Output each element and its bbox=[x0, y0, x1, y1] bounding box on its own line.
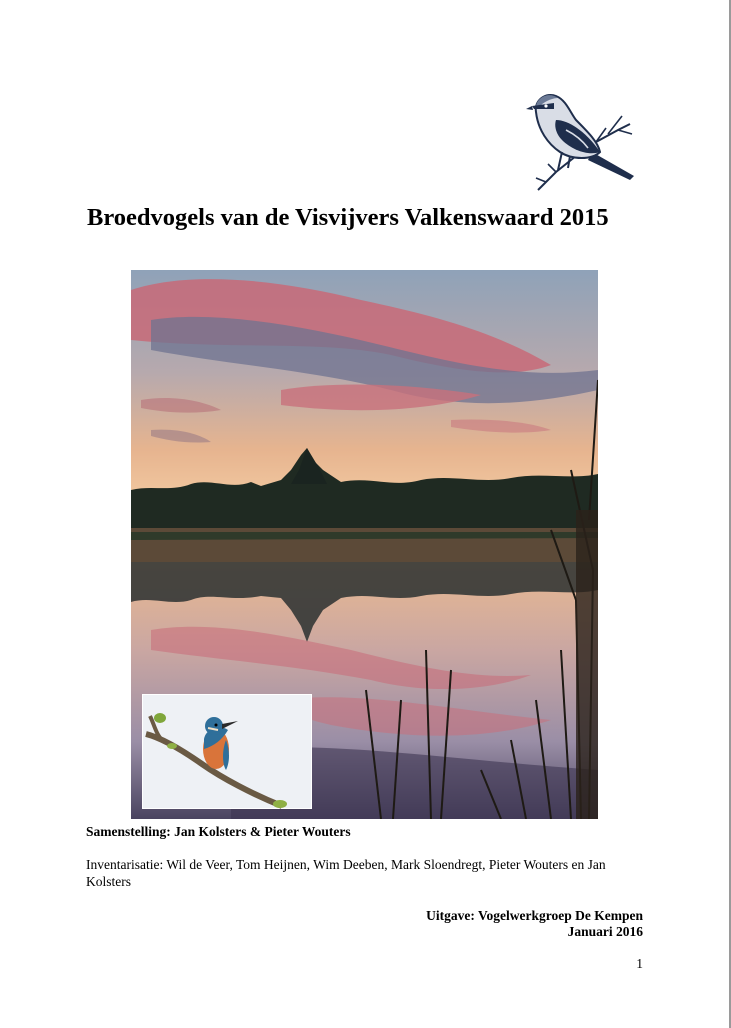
shrike-logo-icon bbox=[526, 90, 642, 194]
publication-date: Januari 2016 bbox=[567, 924, 643, 939]
kingfisher-inset-photo bbox=[142, 694, 312, 809]
inventory-credit-line-2: Kolsters bbox=[86, 874, 131, 889]
compilation-credit: Samenstelling: Jan Kolsters & Pieter Wouters bbox=[86, 824, 351, 839]
page-number: 1 bbox=[636, 956, 643, 971]
inventory-credit-line-1: Inventarisatie: Wil de Veer, Tom Heijnen, Wim Deeben, Mark Sloendregt, Pieter Wouters en Jan bbox=[86, 857, 606, 872]
document-title: Broedvogels van de Visvijvers Valkenswaard 2015 bbox=[87, 204, 609, 231]
publisher: Uitgave: Vogelwerkgroep De Kempen bbox=[426, 908, 643, 923]
